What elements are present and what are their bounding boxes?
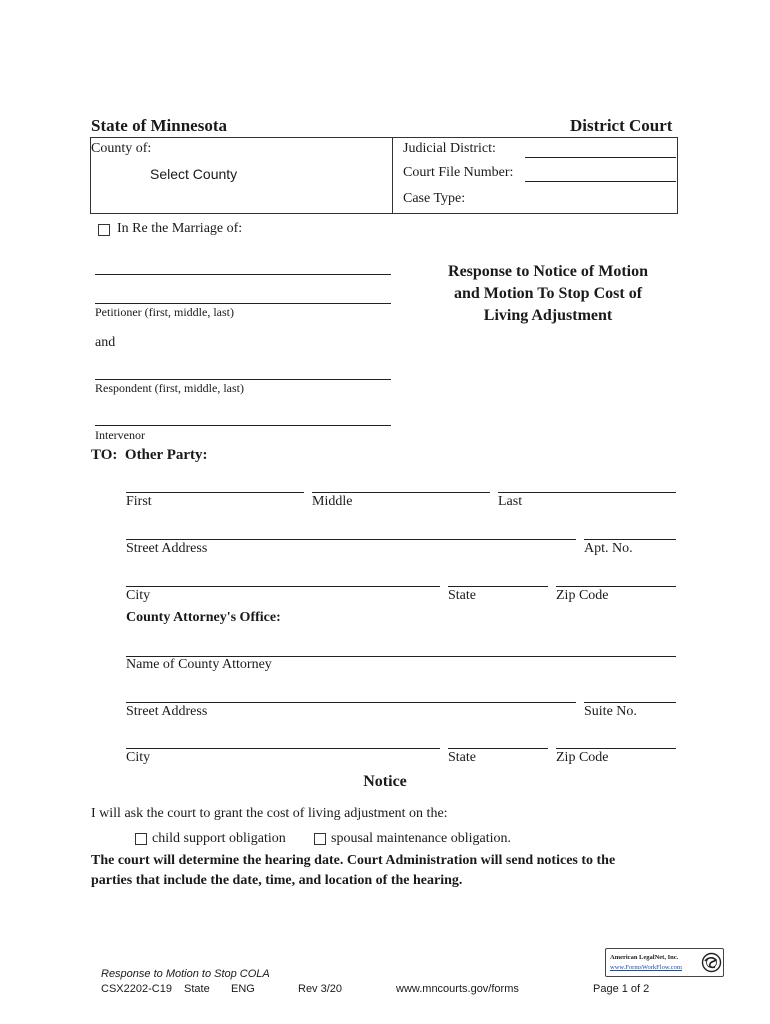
to-other-party-heading: TO: Other Party:: [91, 447, 208, 463]
petitioner-field-1[interactable]: [95, 274, 391, 275]
ca-city-field[interactable]: [126, 748, 440, 749]
county-select[interactable]: Select County: [150, 166, 238, 182]
footer-page-number: Page 1 of 2: [593, 983, 650, 995]
globe-icon: [701, 952, 722, 973]
judicial-district-field[interactable]: [525, 157, 676, 158]
other-apt-label: Apt. No.: [584, 541, 633, 556]
hearing-notice-line1: The court will determine the hearing date. Court Administration will send notices to the: [91, 853, 616, 868]
legalnet-logo: [605, 948, 724, 977]
ca-suite-label: Suite No.: [584, 704, 637, 719]
judicial-district-label: Judicial District:: [403, 141, 496, 156]
child-support-label: child support obligation: [152, 831, 286, 846]
form-title-line1: Response to Notice of Motion: [448, 263, 648, 280]
ca-street-field[interactable]: [126, 702, 576, 703]
respondent-label: Respondent (first, middle, last): [95, 381, 244, 395]
other-last-label: Last: [498, 494, 523, 509]
case-type-label: Case Type:: [403, 191, 466, 206]
footer-lang: ENG: [231, 983, 255, 995]
footer-form-code: CSX2202-C19: [101, 983, 172, 995]
other-state-field[interactable]: [448, 586, 548, 587]
petitioner-label: Petitioner (first, middle, last): [95, 305, 234, 319]
other-zip-field[interactable]: [556, 586, 676, 587]
court-file-number-label: Court File Number:: [403, 165, 514, 180]
ca-suite-field[interactable]: [584, 702, 676, 703]
notice-heading: Notice: [363, 773, 407, 790]
other-first-label: First: [126, 494, 152, 509]
other-state-label: State: [448, 588, 476, 603]
spousal-maintenance-checkbox[interactable]: [314, 833, 326, 845]
other-middle-label: Middle: [312, 494, 353, 509]
ca-zip-field[interactable]: [556, 748, 676, 749]
ca-zip-label: Zip Code: [556, 750, 609, 765]
petitioner-field-2[interactable]: [95, 303, 391, 304]
county-attorney-heading: County Attorney's Office:: [126, 610, 281, 625]
ca-state-label: State: [448, 750, 476, 765]
other-street-field[interactable]: [126, 539, 576, 540]
and-label: and: [95, 335, 116, 350]
notice-text: I will ask the court to grant the cost of living adjustment on the:: [91, 806, 448, 821]
footer-form-title: Response to Motion to Stop COLA: [101, 968, 270, 980]
logo-line1: American LegalNet, Inc.: [610, 954, 679, 961]
caption-divider: [392, 137, 393, 214]
footer-rev: Rev 3/20: [298, 983, 343, 995]
intervenor-field[interactable]: [95, 425, 391, 426]
respondent-field[interactable]: [95, 379, 391, 380]
other-apt-field[interactable]: [584, 539, 676, 540]
county-label: County of:: [91, 141, 152, 156]
logo-line2: www.FormsWorkFlow.com: [610, 964, 682, 971]
county-attorney-name-label: Name of County Attorney: [126, 657, 272, 672]
other-street-label: Street Address: [126, 541, 208, 556]
footer-state: State: [184, 983, 210, 995]
court-heading: District Court: [570, 116, 673, 135]
other-middle-field[interactable]: [312, 492, 490, 493]
spousal-maintenance-label: spousal maintenance obligation.: [331, 831, 512, 846]
ca-state-field[interactable]: [448, 748, 548, 749]
court-file-number-field[interactable]: [525, 181, 676, 182]
form-title-line3: Living Adjustment: [483, 307, 613, 324]
other-last-field[interactable]: [498, 492, 676, 493]
child-support-checkbox[interactable]: [135, 833, 147, 845]
hearing-notice-line2: parties that include the date, time, and location of the hearing.: [91, 873, 463, 888]
footer-url[interactable]: www.mncourts.gov/forms: [396, 983, 519, 995]
form-title: [420, 261, 676, 327]
ca-street-label: Street Address: [126, 704, 208, 719]
state-heading: State of Minnesota: [91, 116, 227, 135]
other-city-field[interactable]: [126, 586, 440, 587]
intervenor-label: Intervenor: [95, 428, 145, 442]
other-first-field[interactable]: [126, 492, 304, 493]
other-city-label: City: [126, 588, 151, 603]
in-re-marriage-checkbox[interactable]: [98, 224, 110, 236]
ca-city-label: City: [126, 750, 151, 765]
in-re-marriage-label: In Re the Marriage of:: [117, 221, 243, 236]
form-title-line2: and Motion To Stop Cost of: [453, 285, 643, 302]
other-zip-label: Zip Code: [556, 588, 609, 603]
